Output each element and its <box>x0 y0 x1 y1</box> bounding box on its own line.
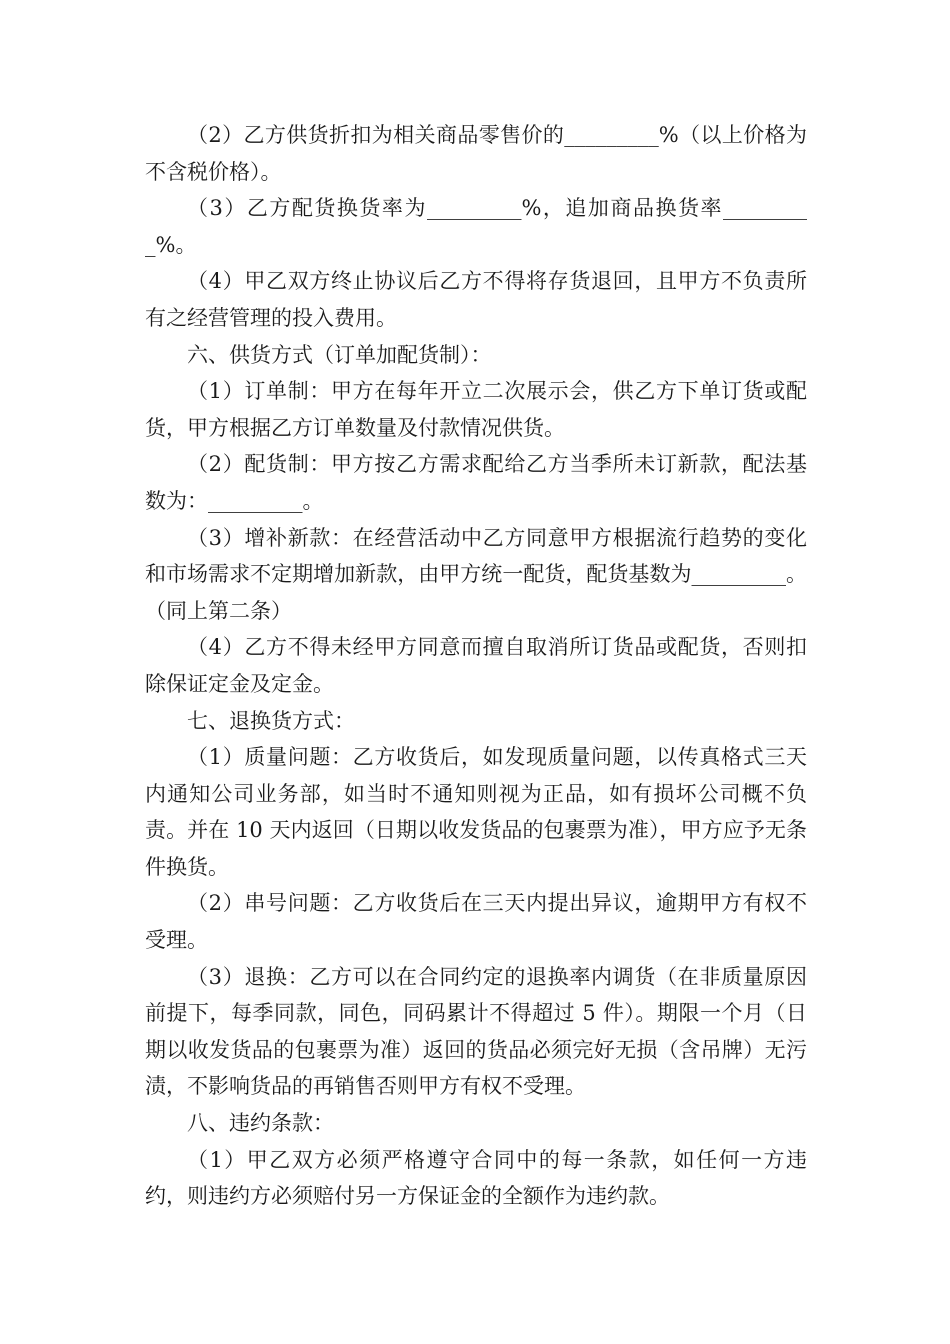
section-8-heading: 八、违约条款： <box>187 1111 334 1136</box>
clause-5-2-discount: （2）乙方供货折扣为相关商品零售价的_________%（以上价格为不含税价格）。 <box>145 123 807 184</box>
clause-6-4-cancellation: （4）乙方不得未经甲方同意而擅自取消所订货品或配货，否则扣除保证定金及定金。 <box>145 635 807 696</box>
clause-6-1-order-system: （1）订单制：甲方在每年开立二次展示会，供乙方下单订货或配货，甲方根据乙方订单数量及付款情况供货。 <box>145 379 807 440</box>
clause-7-2-mismatch: （2）串号问题：乙方收货后在三天内提出异议，逾期甲方有权不受理。 <box>145 891 807 953</box>
clause-5-3-exchange-rate: （3）乙方配货换货率为_________%，追加商品换货率_________%。 <box>145 196 807 257</box>
clause-7-3-returns: （3）退换：乙方可以在合同约定的退换率内调货（在非质量原因前提下，每季同款，同色，同码累计不得超过 5 件）。期限一个月（日期以收发货品的包裹票为准）返回的货品必须完好无损（含吊牌）无污渍，不影响货品的再销售否则甲方有权不受理。 <box>145 964 807 1099</box>
section-7-heading: 七、退换货方式： <box>187 708 355 733</box>
clause-5-4-termination: （4）甲乙双方终止协议后乙方不得将存货退回，且甲方不负责所有之经营管理的投入费用。 <box>145 269 807 330</box>
clause-6-3-new-styles: （3）增补新款：在经营活动中乙方同意甲方根据流行趋势的变化和市场需求不定期增加新款，由甲方统一配货，配货基数为_________。（同上第二条） <box>145 525 807 623</box>
contract-body <box>145 117 807 1215</box>
clause-8-1-breach: （1）甲乙双方必须严格遵守合同中的每一条款，如任何一方违约，则违约方必须赔付另一方保证金的全额作为违约款。 <box>145 1147 807 1209</box>
section-6-heading: 六、供货方式（订单加配货制）： <box>187 342 492 367</box>
clause-6-2-allocation-system: （2）配货制：甲方按乙方需求配给乙方当季所未订新款，配法基数为：_________。 <box>145 452 807 513</box>
clause-7-1-quality: （1）质量问题：乙方收货后，如发现质量问题，以传真格式三天内通知公司业务部，如当时不通知则视为正品，如有损坏公司概不负责。并在 10 天内返回（日期以收发货品的包裹票为准），甲方应予无条件换货。 <box>145 745 807 879</box>
